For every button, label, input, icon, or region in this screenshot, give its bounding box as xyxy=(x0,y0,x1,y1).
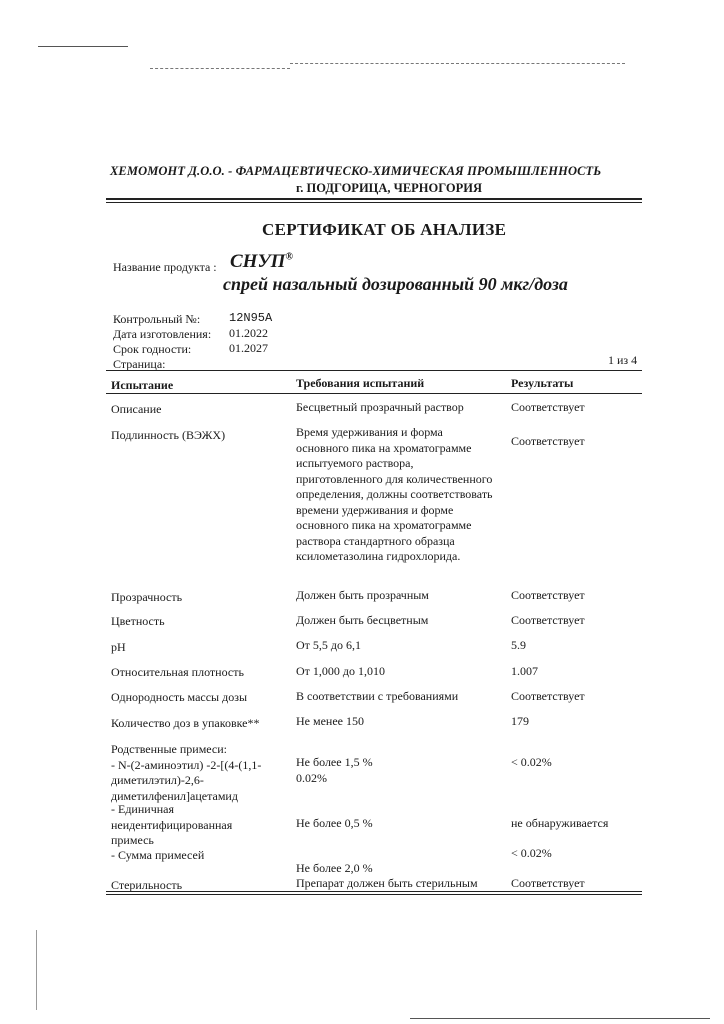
test-name: - Сумма примесей xyxy=(111,848,205,862)
batch-value: 12N95A xyxy=(229,311,273,325)
document-title: СЕРТИФИКАТ ОБ АНАЛИЗЕ xyxy=(262,220,507,239)
test-name: Однородность массы дозы xyxy=(111,690,248,704)
test-name: Относительная плотность xyxy=(111,665,244,679)
test-result: Соответствует xyxy=(511,613,585,627)
test-name: Описание xyxy=(111,402,162,416)
product-name xyxy=(230,251,293,273)
test-name: Стерильность xyxy=(111,878,183,892)
product-description: спрей назальный дозированный 90 мкг/доза xyxy=(223,274,568,294)
test-result: Соответствует xyxy=(511,876,585,890)
test-requirement: От 1,000 до 1,010 xyxy=(296,664,386,678)
test-name: Количество доз в упаковке** xyxy=(111,716,260,730)
product-name-text: СНУП xyxy=(230,251,286,272)
test-requirement: Не более 1,5 % 0.02% xyxy=(296,755,373,785)
mfg-date-value: 01.2022 xyxy=(229,326,268,340)
test-requirement: Должен быть бесцветным xyxy=(296,613,429,627)
registered-mark: ® xyxy=(285,251,293,263)
table-header-rule xyxy=(106,393,642,394)
test-name: Прозрачность xyxy=(111,590,183,604)
test-requirement: Должен быть прозрачным xyxy=(296,588,429,602)
test-result: 179 xyxy=(511,714,529,728)
test-requirement: Не менее 150 xyxy=(296,714,364,728)
test-result: не обнаруживается xyxy=(511,816,609,830)
scan-artifact-line xyxy=(150,68,290,70)
company-name: ХЕМОМОНТ Д.О.О. - ФАРМАЦЕВТИЧЕСКО-ХИМИЧЕСКАЯ ПРОМЫШЛЕННОСТЬ xyxy=(110,164,602,178)
test-requirement: Не более 2,0 % xyxy=(296,861,373,875)
table-bottom-rule xyxy=(106,891,642,892)
page-number: 1 из 4 xyxy=(608,353,638,367)
scan-artifact-line xyxy=(38,46,128,47)
column-header-test: Испытание xyxy=(111,378,174,392)
test-name: Родственные примеси: - N-(2-аминоэтил) -2-[(4-(1,1-диметилэтил)-2,6-диметилфенил]ацетамид xyxy=(111,742,262,803)
expiry-value: 01.2027 xyxy=(229,341,268,355)
test-requirement: Бесцветный прозрачный раствор xyxy=(296,400,464,414)
company-location: г. ПОДГОРИЦА, ЧЕРНОГОРИЯ xyxy=(296,181,483,195)
mfg-date-label: Дата изготовления: xyxy=(113,327,212,341)
expiry-label: Срок годности: xyxy=(113,342,192,356)
test-requirement: Не более 0,5 % xyxy=(296,816,373,830)
test-result: Соответствует xyxy=(511,588,585,602)
test-name: - Единичная неидентифицированная примесь xyxy=(111,802,233,847)
test-result: Соответствует xyxy=(511,434,585,448)
test-result: 1.007 xyxy=(511,664,538,678)
test-name: Цветность xyxy=(111,614,165,628)
table-bottom-rule xyxy=(106,894,642,895)
column-header-results: Результаты xyxy=(511,376,574,390)
test-result: < 0.02% xyxy=(511,755,552,769)
test-result: Соответствует xyxy=(511,689,585,703)
test-requirement: От 5,5 до 6,1 xyxy=(296,638,362,652)
test-result: Соответствует xyxy=(511,400,585,414)
test-result: < 0.02% xyxy=(511,846,552,860)
product-label: Название продукта : xyxy=(113,260,217,274)
test-requirement: Время удерживания и форма основного пика на хроматограмме испытуемого раствора, приготовленного для количественного определения, должны соответствовать времени удерживания и форме основного пика на хроматограмме раствора стандартного образца ксилометазолина гидрохлорида. xyxy=(296,425,493,563)
test-name: pH xyxy=(111,640,126,654)
test-requirement: Препарат должен быть стерильным xyxy=(296,876,478,890)
scan-artifact-line xyxy=(290,63,625,65)
batch-label: Контрольный №: xyxy=(113,312,201,326)
test-name: Подлинность (ВЭЖХ) xyxy=(111,428,226,442)
column-header-requirements: Требования испытаний xyxy=(296,376,425,390)
header-divider xyxy=(106,202,642,203)
scan-edge xyxy=(36,930,37,1010)
test-result: 5.9 xyxy=(511,638,526,652)
table-top-rule xyxy=(106,370,642,371)
scan-artifact-line xyxy=(410,1018,710,1019)
page-label: Страница: xyxy=(113,357,166,371)
header-divider xyxy=(106,198,642,200)
test-requirement: В соответствии с требованиями xyxy=(296,689,459,703)
